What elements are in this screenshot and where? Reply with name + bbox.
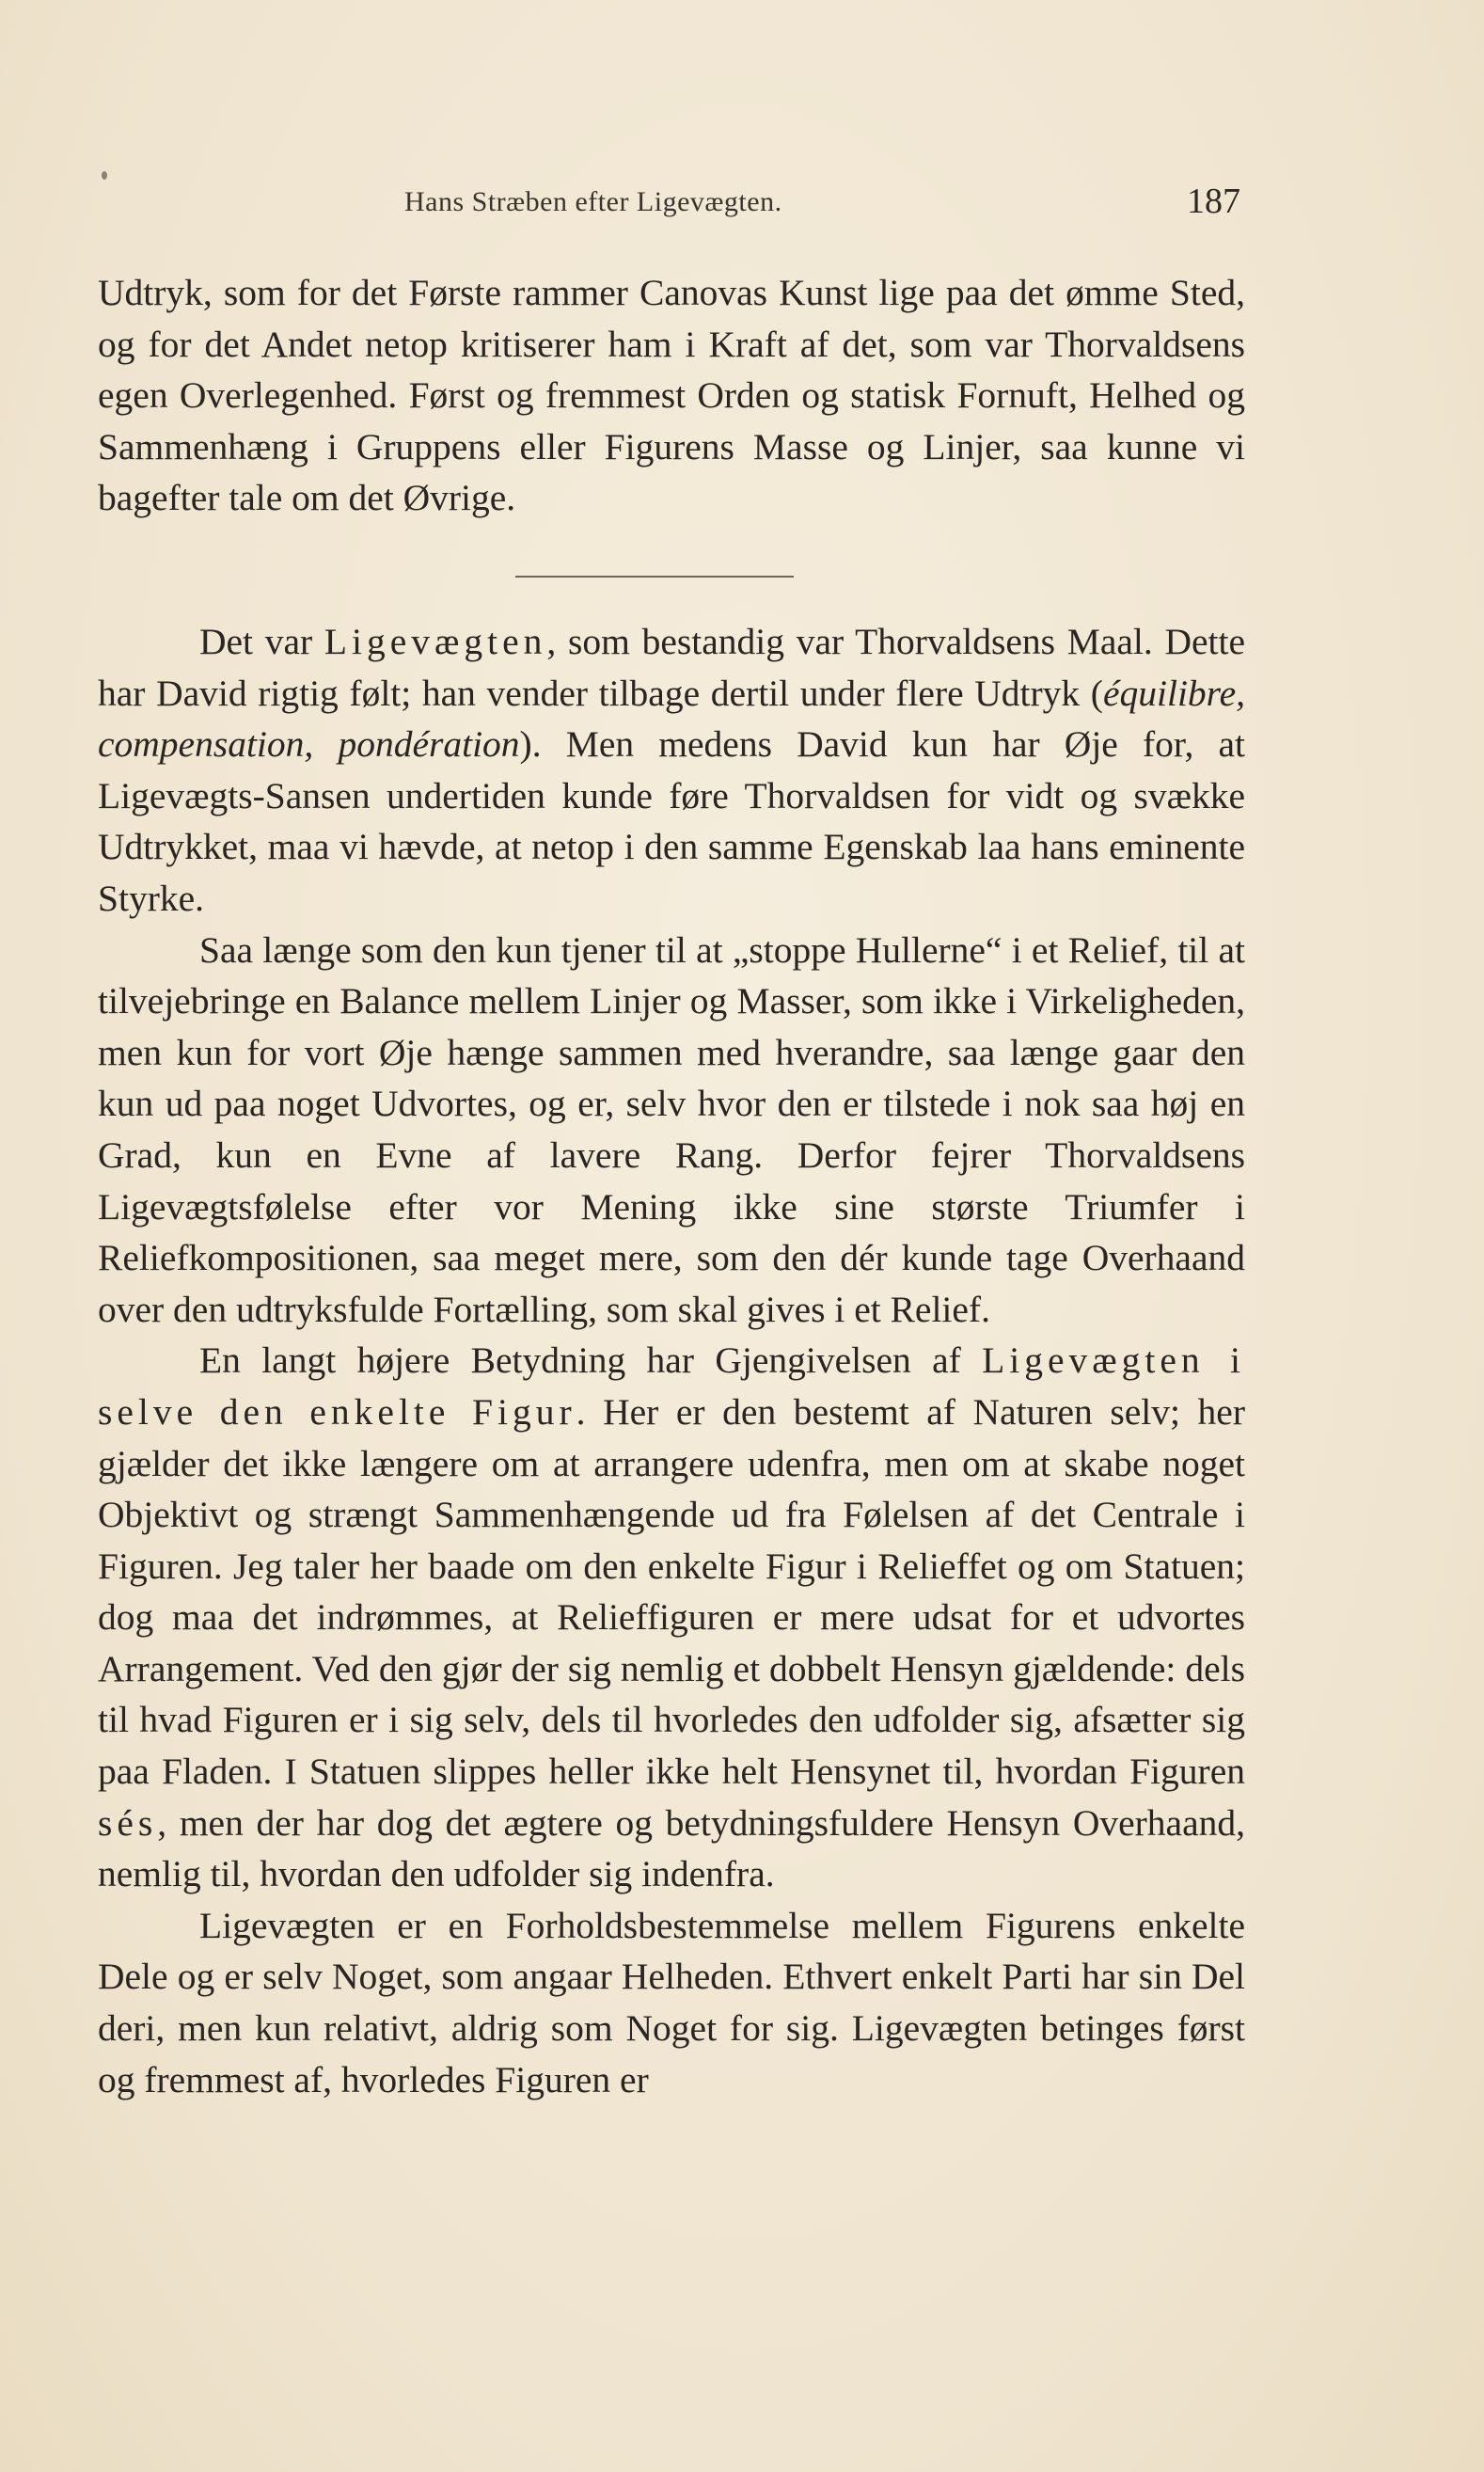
paragraph-2	[98, 616, 1245, 925]
ink-speck	[102, 171, 107, 180]
paragraph-2-text-e: ). Men medens David kun har Øje for, at Ligevægts-Sansen undertiden kunde føre Thorvaldsen for vidt og svække Udtrykket, maa vi hævde, at netop i den samme Egenskab laa hans eminente Styrke.	[98, 723, 1245, 919]
paragraph-4-text-e: , men der har dog det ægtere og betydningsfuldere Hensyn Overhaand, nemlig til, hvordan den udfolder sig indenfra.	[98, 1801, 1245, 1895]
paragraph-2-italic-terms: équilibre, compensation, pondération	[98, 672, 1245, 766]
paragraph-4-text-c: . Her er den bestemt af Naturen selv; her gjælder det ikke længere om at arrangere udenfra, men om at skabe noget Objektivt og strængt Sammenhængende ud fra Følelsen af det Centrale i Figuren. Jeg taler her baade om den enkelte Figur i Relieffet og om Statuen; dog maa det indrømmes, at Relieffiguren er mere udsat for et udvortes Arrangement. Ved den gjør der sig nemlig et dobbelt Hensyn gjældende: dels til hvad Figuren er i sig selv, dels til hvorledes den udfolder sig, afsætter sig paa Fladen. I Statuen slippes heller ikke helt Hensynet til, hvordan Figuren	[98, 1390, 1245, 1793]
section-divider	[515, 576, 794, 578]
paragraph-2-text-a: Det var	[199, 621, 324, 662]
paragraph-2-spaced-term: Ligevægten	[324, 621, 547, 662]
paragraph-3: Saa længe som den kun tjener til at „stoppe Hullerne“ i et Relief, til at tilvejebringe en Balance mellem Linjer og Masser, som ikke i Virkeligheden, men kun for vort Øje hænge sammen med hverandre, saa længe gaar den kun ud paa noget Udvortes, og er, selv hvor den er tilstede i nok saa høj en Grad, kun en Evne af lavere Rang. Derfor fejrer Thorvaldsens Ligevægtsfølelse efter vor Mening ikke sine største Triumfer i Reliefkompositionen, saa meget mere, som den dér kunde tage Overhaand over den udtryksfulde Fortælling, som skal gives i et Relief.	[98, 928, 1245, 1330]
paragraph-4-spaced-word: sés	[98, 1801, 158, 1844]
running-head: Hans Stræben efter Ligevægten.	[404, 186, 782, 217]
paragraph-2-text-c: , som bestandig var Thorvaldsens Maal. Dette har David rigtig følt; han vender tilbage dertil under flere Udtryk (	[98, 621, 1245, 714]
paragraph-1: Udtryk, som for det Første rammer Canovas Kunst lige paa det ømme Sted, og for det Andet netop kritiserer ham i Kraft af det, som var Thorvaldsens egen Overlegenhed. Først og fremmest Orden og statisk Fornuft, Helhed og Sammenhæng i Gruppens eller Figurens Masse og Linjer, saa kunne vi bagefter tale om det Øvrige.	[98, 272, 1245, 519]
page-number: 187	[1187, 182, 1240, 221]
text-block-top	[98, 267, 1245, 524]
paragraph-4-text-a: En langt højere Betydning har Gjengivelsen af	[199, 1339, 983, 1382]
paragraph-4	[98, 1335, 1245, 1900]
text-block-main	[98, 616, 1245, 2105]
paragraph-5: Ligevægten er en Forholdsbestemmelse mellem Figurens enkelte Dele og er selv Noget, som angaar Helheden. Ethvert enkelt Parti har sin Del deri, men kun relativt, aldrig som Noget for sig. Ligevægten betinges først og fremmest af, hvorledes Figuren er	[98, 1904, 1245, 2100]
paragraph-4-spaced-term: Ligevægten i selve den enkelte Figur	[98, 1339, 1245, 1433]
